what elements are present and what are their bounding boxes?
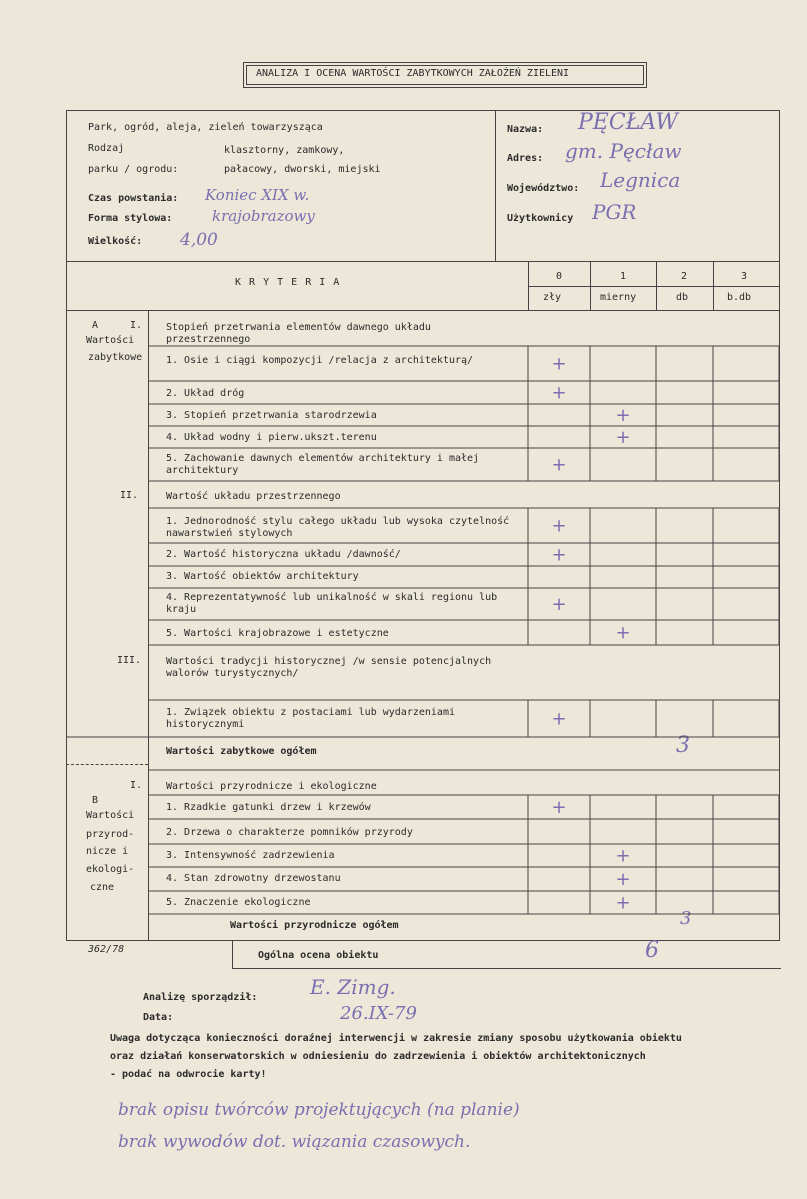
analiza-signature: E. Zimg. bbox=[310, 975, 396, 999]
g1-row-5: 5. Zachowanie dawnych elementów architektury i małej architektury bbox=[166, 453, 480, 476]
group3-title: Wartości tradycji historycznej /w sensie potencjalnych walorów turystycznych/ bbox=[166, 656, 492, 679]
object-type-line: Park, ogród, aleja, zieleń towarzysząca bbox=[88, 122, 323, 133]
rodzaj-label: Rodzaj bbox=[88, 143, 125, 154]
section-b-label-3: nicze i bbox=[86, 846, 129, 857]
uzytkownicy-label: Użytkownicy bbox=[507, 213, 574, 224]
score-mark: + bbox=[551, 797, 567, 818]
czas-value: Koniec XIX w. bbox=[205, 186, 310, 204]
g2-row-5: 5. Wartości krajobrazowe i estetyczne bbox=[166, 628, 389, 639]
wojewodztwo-value: Legnica bbox=[600, 168, 681, 192]
b-row-2: 2. Drzewa o charakterze pomników przyrody bbox=[166, 827, 413, 838]
section-a-total-value: 3 bbox=[676, 733, 690, 758]
b-row-3: 3. Intensywność zadrzewienia bbox=[166, 850, 335, 861]
score-mark: + bbox=[615, 869, 631, 890]
adres-value: gm. Pęcław bbox=[565, 139, 682, 163]
rodzaj-options-1: klasztorny, zamkowy, bbox=[224, 145, 345, 156]
score-mark: + bbox=[551, 382, 567, 404]
section-a-letter: A bbox=[92, 320, 99, 331]
score-mark: + bbox=[615, 427, 631, 448]
score-mark: + bbox=[615, 892, 631, 914]
b-row-5: 5. Znaczenie ekologiczne bbox=[166, 897, 311, 908]
parku-label: parku / ogrodu: bbox=[88, 164, 179, 175]
section-b-total-label: Wartości przyrodnicze ogółem bbox=[230, 920, 399, 931]
score-label-2: db bbox=[676, 292, 689, 303]
section-b-label-5: czne bbox=[90, 882, 115, 893]
section-b-label-4: ekologi- bbox=[86, 864, 135, 875]
b-row-4: 4. Stan zdrowotny drzewostanu bbox=[166, 873, 341, 884]
g2-row-1: 1. Jednorodność stylu całego układu lub wysoka czytelność nawarstwień stylowych bbox=[166, 516, 510, 539]
g1-row-1: 1. Osie i ciągi kompozycji /relacja z architekturą/ bbox=[166, 355, 474, 366]
forma-label: Forma stylowa: bbox=[88, 213, 173, 224]
uzytkownicy-value: PGR bbox=[592, 200, 637, 224]
data-value: 26.IX-79 bbox=[340, 1003, 417, 1024]
score-mark: + bbox=[615, 845, 631, 867]
section-b-label-2: przyrod- bbox=[86, 829, 135, 840]
section-a-total-label: Wartości zabytkowe ogółem bbox=[166, 746, 317, 757]
wojewodztwo-label: Województwo: bbox=[507, 183, 580, 194]
handwritten-note-2: brak wywodów dot. wiązania czasowych. bbox=[118, 1132, 471, 1152]
uwaga-line-3: - podać na odwrocie karty! bbox=[110, 1069, 267, 1080]
wielkosc-label: Wielkość: bbox=[88, 236, 143, 247]
section-b-roman: I. bbox=[130, 780, 143, 791]
ref-number: 362/78 bbox=[88, 944, 125, 955]
uwaga-line-1: Uwaga dotycząca konieczności doraźnej interwencji w zakresie zmiany sposobu użytkowania obiektu bbox=[110, 1033, 682, 1044]
g3-row-1: 1. Związek obiektu z postaciami lub wydarzeniami historycznymi bbox=[166, 707, 455, 730]
g1-row-3: 3. Stopień przetrwania starodrzewia bbox=[166, 410, 377, 421]
g2-row-3: 3. Wartość obiektów architektury bbox=[166, 571, 359, 582]
group2-roman: II. bbox=[120, 490, 139, 501]
score-mark: + bbox=[551, 454, 567, 476]
section-a-roman: I. bbox=[130, 320, 143, 331]
score-label-3: b.db bbox=[727, 292, 752, 303]
score-label-0: zły bbox=[543, 292, 562, 303]
section-b-total-value: 3 bbox=[680, 908, 692, 929]
uwaga-line-2: oraz działań konserwatorskich w odniesieniu do zadrzewienia i obiektów architektonicznych bbox=[110, 1051, 646, 1062]
section-a-label-2: Wartości bbox=[86, 335, 135, 346]
analiza-label: Analizę sporządził: bbox=[143, 992, 258, 1003]
section-b-title: Wartości przyrodnicze i ekologiczne bbox=[166, 781, 377, 792]
score-1: 1 bbox=[620, 271, 627, 282]
b-row-1: 1. Rzadkie gatunki drzew i krzewów bbox=[166, 802, 371, 813]
group1-title: Stopień przetrwania elementów dawnego układu przestrzennego bbox=[166, 322, 431, 345]
group2-title: Wartość układu przestrzennego bbox=[166, 491, 341, 502]
score-mark: + bbox=[551, 594, 567, 615]
nazwa-label: Nazwa: bbox=[507, 124, 544, 135]
data-label: Data: bbox=[143, 1012, 174, 1023]
nazwa-value: PĘCŁAW bbox=[578, 110, 679, 135]
score-mark: + bbox=[615, 405, 631, 426]
g1-row-2: 2. Układ dróg bbox=[166, 388, 245, 399]
score-mark: + bbox=[615, 622, 631, 644]
score-3: 3 bbox=[741, 271, 748, 282]
score-mark: + bbox=[551, 515, 567, 537]
overall-value: 6 bbox=[645, 938, 659, 963]
rodzaj-options-2: pałacowy, dworski, miejski bbox=[224, 164, 381, 175]
handwritten-note-1: brak opisu twórców projektujących (na planie) bbox=[118, 1100, 520, 1120]
g2-row-2: 2. Wartość historyczna układu /dawność/ bbox=[166, 549, 401, 560]
score-mark: + bbox=[551, 544, 567, 566]
wielkosc-value: 4,00 bbox=[180, 230, 218, 250]
group3-roman: III. bbox=[117, 655, 142, 666]
section-b-label-1: Wartości bbox=[86, 810, 135, 821]
score-mark: + bbox=[551, 708, 567, 730]
forma-value: krajobrazowy bbox=[212, 207, 315, 225]
czas-label: Czas powstania: bbox=[88, 193, 179, 204]
score-2: 2 bbox=[681, 271, 688, 282]
score-mark: + bbox=[551, 353, 567, 375]
overall-label: Ogólna ocena obiektu bbox=[258, 950, 379, 961]
g2-row-4: 4. Reprezentatywność lub unikalność w skali regionu lub kraju bbox=[166, 592, 498, 615]
criteria-header: K R Y T E R I A bbox=[235, 277, 341, 288]
score-label-1: mierny bbox=[600, 292, 637, 303]
form-title: ANALIZA I OCENA WARTOŚCI ZABYTKOWYCH ZAŁOŻEŃ ZIELENI bbox=[256, 68, 570, 79]
g1-row-4: 4. Układ wodny i pierw.ukszt.terenu bbox=[166, 432, 377, 443]
score-0: 0 bbox=[556, 271, 563, 282]
section-b-letter: B bbox=[92, 795, 99, 806]
section-a-label-3: zabytkowe bbox=[88, 352, 143, 363]
adres-label: Adres: bbox=[507, 153, 544, 164]
